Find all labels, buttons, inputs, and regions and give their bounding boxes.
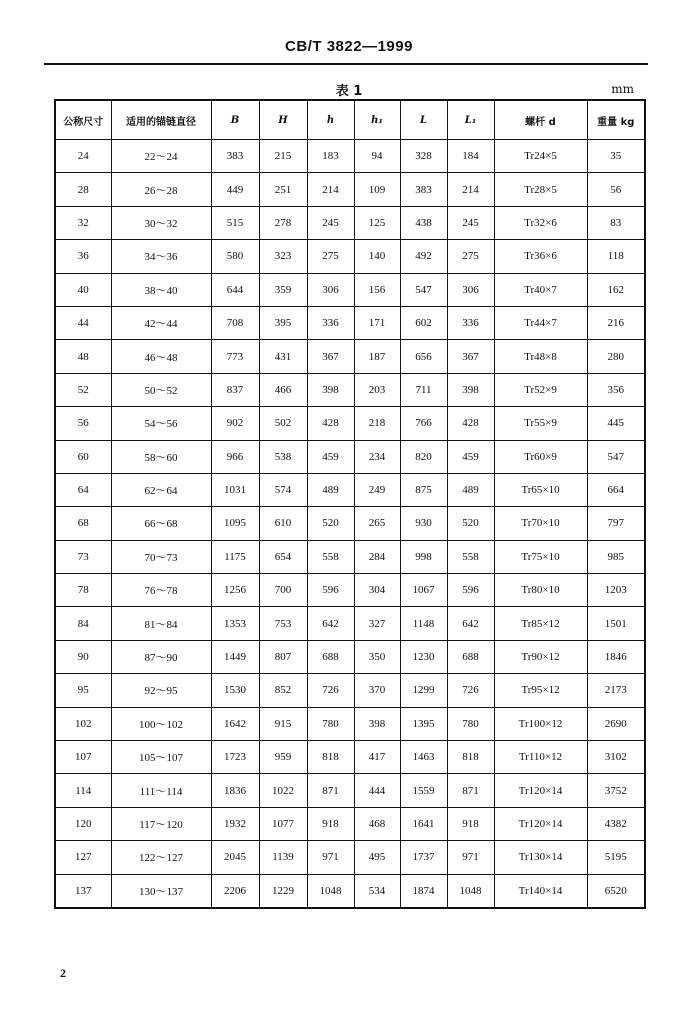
cell-h-lower: 183 xyxy=(307,140,354,173)
cell-h-upper: 574 xyxy=(259,473,307,506)
cell-b: 1932 xyxy=(211,807,259,840)
cell-chain-diameter: 111～114 xyxy=(111,774,211,807)
cell-l1: 726 xyxy=(447,674,494,707)
cell-l1: 558 xyxy=(447,540,494,573)
header-chain-diameter: 适用的锚链直径 xyxy=(111,100,211,140)
cell-screw-d: Tr44×7 xyxy=(494,306,587,339)
cell-weight: 4382 xyxy=(587,807,645,840)
cell-l1: 398 xyxy=(447,373,494,406)
cell-h-upper: 915 xyxy=(259,707,307,740)
cell-chain-diameter: 76～78 xyxy=(111,574,211,607)
cell-h-lower: 520 xyxy=(307,507,354,540)
cell-l: 1395 xyxy=(400,707,447,740)
table-row xyxy=(55,373,645,406)
cell-weight: 118 xyxy=(587,240,645,273)
cell-screw-d: Tr140×14 xyxy=(494,874,587,908)
header-rule xyxy=(44,63,648,65)
cell-l1: 918 xyxy=(447,807,494,840)
cell-l1: 871 xyxy=(447,774,494,807)
cell-l1: 306 xyxy=(447,273,494,306)
cell-h1: 156 xyxy=(354,273,400,306)
cell-nominal-size: 24 xyxy=(55,140,111,173)
cell-h1: 304 xyxy=(354,574,400,607)
cell-l1: 688 xyxy=(447,640,494,673)
cell-l1: 214 xyxy=(447,173,494,206)
cell-h1: 327 xyxy=(354,607,400,640)
cell-nominal-size: 48 xyxy=(55,340,111,373)
cell-l: 1737 xyxy=(400,841,447,874)
header-l: L xyxy=(400,100,447,140)
cell-screw-d: Tr95×12 xyxy=(494,674,587,707)
cell-weight: 547 xyxy=(587,440,645,473)
cell-weight: 664 xyxy=(587,473,645,506)
table-row xyxy=(55,707,645,740)
cell-h-lower: 275 xyxy=(307,240,354,273)
cell-nominal-size: 90 xyxy=(55,640,111,673)
table-row xyxy=(55,140,645,173)
cell-nominal-size: 32 xyxy=(55,206,111,239)
cell-weight: 162 xyxy=(587,273,645,306)
cell-b: 580 xyxy=(211,240,259,273)
cell-weight: 56 xyxy=(587,173,645,206)
cell-chain-diameter: 38～40 xyxy=(111,273,211,306)
cell-l1: 184 xyxy=(447,140,494,173)
cell-weight: 3752 xyxy=(587,774,645,807)
table-body xyxy=(55,140,645,908)
cell-b: 773 xyxy=(211,340,259,373)
cell-h1: 187 xyxy=(354,340,400,373)
cell-h-lower: 336 xyxy=(307,306,354,339)
cell-l1: 818 xyxy=(447,741,494,774)
cell-h1: 125 xyxy=(354,206,400,239)
cell-nominal-size: 68 xyxy=(55,507,111,540)
table-row xyxy=(55,507,645,540)
cell-nominal-size: 120 xyxy=(55,807,111,840)
cell-h1: 398 xyxy=(354,707,400,740)
cell-b: 902 xyxy=(211,407,259,440)
cell-b: 1530 xyxy=(211,674,259,707)
table-row xyxy=(55,240,645,273)
cell-b: 2206 xyxy=(211,874,259,908)
cell-h-upper: 753 xyxy=(259,607,307,640)
cell-weight: 216 xyxy=(587,306,645,339)
cell-h1: 417 xyxy=(354,741,400,774)
cell-nominal-size: 107 xyxy=(55,741,111,774)
table-row xyxy=(55,841,645,874)
cell-h-lower: 1048 xyxy=(307,874,354,908)
cell-h1: 444 xyxy=(354,774,400,807)
cell-l: 492 xyxy=(400,240,447,273)
cell-h1: 140 xyxy=(354,240,400,273)
cell-h1: 234 xyxy=(354,440,400,473)
cell-l: 766 xyxy=(400,407,447,440)
dimension-table-container xyxy=(54,99,644,909)
table-row xyxy=(55,473,645,506)
cell-weight: 3102 xyxy=(587,741,645,774)
table-row xyxy=(55,440,645,473)
cell-h-lower: 214 xyxy=(307,173,354,206)
cell-h-lower: 245 xyxy=(307,206,354,239)
header-h-upper: H xyxy=(259,100,307,140)
cell-l1: 1048 xyxy=(447,874,494,908)
cell-h-upper: 959 xyxy=(259,741,307,774)
cell-screw-d: Tr130×14 xyxy=(494,841,587,874)
cell-weight: 35 xyxy=(587,140,645,173)
cell-b: 515 xyxy=(211,206,259,239)
cell-h-upper: 654 xyxy=(259,540,307,573)
cell-nominal-size: 40 xyxy=(55,273,111,306)
cell-screw-d: Tr120×14 xyxy=(494,807,587,840)
cell-h-upper: 395 xyxy=(259,306,307,339)
cell-h1: 370 xyxy=(354,674,400,707)
cell-h-lower: 428 xyxy=(307,407,354,440)
cell-l1: 780 xyxy=(447,707,494,740)
page-number: 2 xyxy=(60,966,66,980)
cell-b: 1723 xyxy=(211,741,259,774)
header-h-lower: h xyxy=(307,100,354,140)
cell-screw-d: Tr28×5 xyxy=(494,173,587,206)
cell-b: 1642 xyxy=(211,707,259,740)
header-screw-d: 螺杆 d xyxy=(494,100,587,140)
cell-chain-diameter: 26～28 xyxy=(111,173,211,206)
cell-b: 1031 xyxy=(211,473,259,506)
cell-weight: 2173 xyxy=(587,674,645,707)
cell-l1: 367 xyxy=(447,340,494,373)
cell-l: 1148 xyxy=(400,607,447,640)
cell-h-upper: 852 xyxy=(259,674,307,707)
cell-nominal-size: 84 xyxy=(55,607,111,640)
cell-nominal-size: 60 xyxy=(55,440,111,473)
cell-screw-d: Tr90×12 xyxy=(494,640,587,673)
cell-chain-diameter: 54～56 xyxy=(111,407,211,440)
cell-b: 644 xyxy=(211,273,259,306)
cell-chain-diameter: 30～32 xyxy=(111,206,211,239)
cell-b: 1353 xyxy=(211,607,259,640)
cell-nominal-size: 64 xyxy=(55,473,111,506)
cell-h-lower: 596 xyxy=(307,574,354,607)
table-row xyxy=(55,407,645,440)
cell-l1: 971 xyxy=(447,841,494,874)
cell-h-lower: 489 xyxy=(307,473,354,506)
cell-nominal-size: 52 xyxy=(55,373,111,406)
cell-weight: 445 xyxy=(587,407,645,440)
cell-b: 449 xyxy=(211,173,259,206)
cell-h1: 109 xyxy=(354,173,400,206)
cell-weight: 1501 xyxy=(587,607,645,640)
cell-nominal-size: 73 xyxy=(55,540,111,573)
cell-l1: 336 xyxy=(447,306,494,339)
cell-l1: 459 xyxy=(447,440,494,473)
cell-screw-d: Tr85×12 xyxy=(494,607,587,640)
cell-h-lower: 306 xyxy=(307,273,354,306)
cell-h1: 284 xyxy=(354,540,400,573)
cell-l: 1463 xyxy=(400,741,447,774)
standard-code: CB/T 3822—1999 xyxy=(285,38,413,55)
header-l1: L₁ xyxy=(447,100,494,140)
table-row xyxy=(55,306,645,339)
table-row xyxy=(55,640,645,673)
cell-chain-diameter: 117～120 xyxy=(111,807,211,840)
cell-l: 875 xyxy=(400,473,447,506)
table-row xyxy=(55,173,645,206)
cell-h-lower: 726 xyxy=(307,674,354,707)
cell-h-lower: 642 xyxy=(307,607,354,640)
cell-h-lower: 459 xyxy=(307,440,354,473)
cell-h-upper: 215 xyxy=(259,140,307,173)
cell-h-upper: 431 xyxy=(259,340,307,373)
cell-h-upper: 323 xyxy=(259,240,307,273)
cell-chain-diameter: 66～68 xyxy=(111,507,211,540)
cell-chain-diameter: 130～137 xyxy=(111,874,211,908)
cell-nominal-size: 114 xyxy=(55,774,111,807)
cell-l: 328 xyxy=(400,140,447,173)
cell-nominal-size: 78 xyxy=(55,574,111,607)
table-row xyxy=(55,607,645,640)
cell-weight: 1846 xyxy=(587,640,645,673)
cell-h1: 249 xyxy=(354,473,400,506)
cell-chain-diameter: 58～60 xyxy=(111,440,211,473)
cell-h1: 218 xyxy=(354,407,400,440)
cell-h-lower: 780 xyxy=(307,707,354,740)
cell-l: 438 xyxy=(400,206,447,239)
cell-screw-d: Tr80×10 xyxy=(494,574,587,607)
cell-b: 2045 xyxy=(211,841,259,874)
cell-b: 708 xyxy=(211,306,259,339)
cell-h-upper: 1077 xyxy=(259,807,307,840)
table-row xyxy=(55,807,645,840)
header-b: B xyxy=(211,100,259,140)
cell-nominal-size: 127 xyxy=(55,841,111,874)
cell-h1: 350 xyxy=(354,640,400,673)
cell-h1: 94 xyxy=(354,140,400,173)
cell-l: 656 xyxy=(400,340,447,373)
cell-h1: 265 xyxy=(354,507,400,540)
cell-l: 1299 xyxy=(400,674,447,707)
cell-screw-d: Tr120×14 xyxy=(494,774,587,807)
cell-b: 837 xyxy=(211,373,259,406)
header-h1: h₁ xyxy=(354,100,400,140)
cell-h1: 495 xyxy=(354,841,400,874)
table-row xyxy=(55,774,645,807)
cell-b: 1836 xyxy=(211,774,259,807)
cell-chain-diameter: 81～84 xyxy=(111,607,211,640)
cell-h-upper: 807 xyxy=(259,640,307,673)
cell-h-upper: 502 xyxy=(259,407,307,440)
cell-screw-d: Tr52×9 xyxy=(494,373,587,406)
cell-screw-d: Tr36×6 xyxy=(494,240,587,273)
cell-chain-diameter: 22～24 xyxy=(111,140,211,173)
cell-l1: 642 xyxy=(447,607,494,640)
cell-h-upper: 700 xyxy=(259,574,307,607)
cell-h-lower: 818 xyxy=(307,741,354,774)
table-row xyxy=(55,340,645,373)
cell-l: 1641 xyxy=(400,807,447,840)
cell-screw-d: Tr32×6 xyxy=(494,206,587,239)
cell-chain-diameter: 92～95 xyxy=(111,674,211,707)
cell-l: 711 xyxy=(400,373,447,406)
table-unit: mm xyxy=(611,82,634,96)
cell-chain-diameter: 50～52 xyxy=(111,373,211,406)
cell-h-upper: 1229 xyxy=(259,874,307,908)
cell-b: 1175 xyxy=(211,540,259,573)
cell-l1: 245 xyxy=(447,206,494,239)
cell-l: 383 xyxy=(400,173,447,206)
cell-h1: 468 xyxy=(354,807,400,840)
cell-h-lower: 971 xyxy=(307,841,354,874)
cell-weight: 1203 xyxy=(587,574,645,607)
cell-l: 1559 xyxy=(400,774,447,807)
cell-weight: 2690 xyxy=(587,707,645,740)
cell-l: 1067 xyxy=(400,574,447,607)
cell-nominal-size: 95 xyxy=(55,674,111,707)
table-row xyxy=(55,540,645,573)
table-row xyxy=(55,674,645,707)
cell-h-lower: 558 xyxy=(307,540,354,573)
cell-l1: 428 xyxy=(447,407,494,440)
cell-h-upper: 610 xyxy=(259,507,307,540)
cell-l: 930 xyxy=(400,507,447,540)
cell-b: 966 xyxy=(211,440,259,473)
cell-screw-d: Tr70×10 xyxy=(494,507,587,540)
cell-b: 1449 xyxy=(211,640,259,673)
cell-chain-diameter: 122～127 xyxy=(111,841,211,874)
cell-l1: 275 xyxy=(447,240,494,273)
cell-h-lower: 398 xyxy=(307,373,354,406)
cell-l: 1230 xyxy=(400,640,447,673)
cell-screw-d: Tr48×8 xyxy=(494,340,587,373)
cell-h-upper: 466 xyxy=(259,373,307,406)
cell-l: 547 xyxy=(400,273,447,306)
cell-screw-d: Tr110×12 xyxy=(494,741,587,774)
cell-screw-d: Tr60×9 xyxy=(494,440,587,473)
table-title: 表 1 xyxy=(335,84,363,99)
dimension-table xyxy=(54,99,646,909)
cell-screw-d: Tr75×10 xyxy=(494,540,587,573)
header-nominal-size: 公称尺寸 xyxy=(55,100,111,140)
cell-chain-diameter: 87～90 xyxy=(111,640,211,673)
cell-weight: 280 xyxy=(587,340,645,373)
cell-l1: 596 xyxy=(447,574,494,607)
cell-chain-diameter: 100～102 xyxy=(111,707,211,740)
cell-h-upper: 1022 xyxy=(259,774,307,807)
cell-l1: 520 xyxy=(447,507,494,540)
cell-screw-d: Tr55×9 xyxy=(494,407,587,440)
cell-nominal-size: 137 xyxy=(55,874,111,908)
cell-chain-diameter: 70～73 xyxy=(111,540,211,573)
cell-h-upper: 538 xyxy=(259,440,307,473)
cell-h-lower: 918 xyxy=(307,807,354,840)
table-header-row xyxy=(55,100,645,140)
cell-l: 1874 xyxy=(400,874,447,908)
cell-screw-d: Tr24×5 xyxy=(494,140,587,173)
cell-l: 998 xyxy=(400,540,447,573)
header-weight: 重量 kg xyxy=(587,100,645,140)
cell-nominal-size: 56 xyxy=(55,407,111,440)
cell-h1: 203 xyxy=(354,373,400,406)
table-row xyxy=(55,273,645,306)
cell-h-lower: 367 xyxy=(307,340,354,373)
cell-b: 1095 xyxy=(211,507,259,540)
cell-chain-diameter: 42～44 xyxy=(111,306,211,339)
cell-nominal-size: 102 xyxy=(55,707,111,740)
cell-h-upper: 251 xyxy=(259,173,307,206)
cell-weight: 797 xyxy=(587,507,645,540)
table-row xyxy=(55,874,645,908)
cell-l: 602 xyxy=(400,306,447,339)
cell-screw-d: Tr40×7 xyxy=(494,273,587,306)
cell-h-upper: 278 xyxy=(259,206,307,239)
cell-nominal-size: 36 xyxy=(55,240,111,273)
cell-h-upper: 359 xyxy=(259,273,307,306)
cell-h-upper: 1139 xyxy=(259,841,307,874)
cell-weight: 356 xyxy=(587,373,645,406)
cell-nominal-size: 44 xyxy=(55,306,111,339)
cell-screw-d: Tr65×10 xyxy=(494,473,587,506)
cell-h-lower: 688 xyxy=(307,640,354,673)
cell-h1: 171 xyxy=(354,306,400,339)
table-row xyxy=(55,741,645,774)
cell-h1: 534 xyxy=(354,874,400,908)
cell-nominal-size: 28 xyxy=(55,173,111,206)
table-row xyxy=(55,574,645,607)
cell-chain-diameter: 62～64 xyxy=(111,473,211,506)
cell-weight: 6520 xyxy=(587,874,645,908)
cell-weight: 5195 xyxy=(587,841,645,874)
cell-l: 820 xyxy=(400,440,447,473)
cell-weight: 985 xyxy=(587,540,645,573)
cell-b: 1256 xyxy=(211,574,259,607)
cell-chain-diameter: 46～48 xyxy=(111,340,211,373)
cell-weight: 83 xyxy=(587,206,645,239)
cell-l1: 489 xyxy=(447,473,494,506)
cell-screw-d: Tr100×12 xyxy=(494,707,587,740)
cell-b: 383 xyxy=(211,140,259,173)
cell-chain-diameter: 34～36 xyxy=(111,240,211,273)
cell-h-lower: 871 xyxy=(307,774,354,807)
cell-chain-diameter: 105～107 xyxy=(111,741,211,774)
table-row xyxy=(55,206,645,239)
